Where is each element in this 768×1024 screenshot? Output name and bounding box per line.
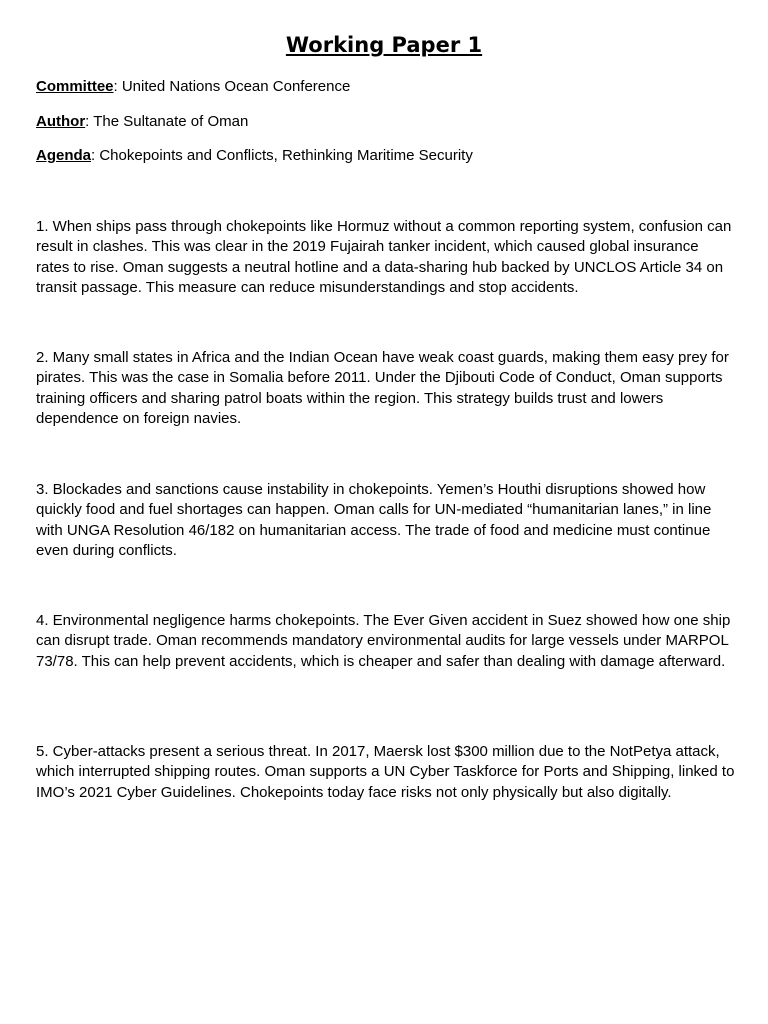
meta-agenda-label: Agenda [36,147,92,164]
meta-agenda-value: : Chokepoints and Conflicts, Rethinking Maritime Security [91,147,473,164]
paragraph-4: 4. Environmental negligence harms chokepoints. The Ever Given accident in Suez showed how one ship can disrupt trade. Oman recommends mandatory environmental audits for large vessels under MARPOL 73/78. This can help prevent accidents, which is cheaper and safer than dealing with damage afterward. [36,612,731,670]
paragraph-3: 3. Blockades and sanctions cause instability in chokepoints. Yemen’s Houthi disruptions showed how quickly food and fuel shortages can happen. Oman calls for UN-mediated “humanitarian lanes,” in line with UNGA Resolution 46/182 on humanitarian access. The trade of food and medicine must continue even during conflicts. [36,481,712,559]
meta-committee [36,77,350,97]
paragraph-5: 5. Cyber-attacks present a serious threat. In 2017, Maersk lost $300 million due to the NotPetya attack, which interrupted shipping routes. Oman supports a UN Cyber Taskforce for Ports and Shipping, linked to IMO’s 2021 Cyber Guidelines. Chokepoints today face risks not only physically but also digitally. [36,743,735,801]
page-title: Working Paper 1 [285,33,483,57]
meta-author [36,112,248,132]
meta-author-value: : The Sultanate of Oman [85,113,249,130]
meta-committee-label: Committee [36,78,114,95]
meta-committee-value: : United Nations Ocean Conference [113,78,351,95]
meta-agenda [36,146,473,166]
paragraph-1: 1. When ships pass through chokepoints like Hormuz without a common reporting system, confusion can result in clashes. This was clear in the 2019 Fujairah tanker incident, which caused global insurance rates to rise. Oman suggests a neutral hotline and a data-sharing hub backed by UNCLOS Article 34 on transit passage. This measure can reduce misunderstandings and stop accidents. [36,218,732,296]
meta-author-label: Author [36,113,86,130]
paragraph-2: 2. Many small states in Africa and the Indian Ocean have weak coast guards, making them easy prey for pirates. This was the case in Somalia before 2011. Under the Djibouti Code of Conduct, Oman supports training officers and sharing patrol boats within the region. This strategy builds trust and lowers dependence on foreign navies. [36,349,729,427]
